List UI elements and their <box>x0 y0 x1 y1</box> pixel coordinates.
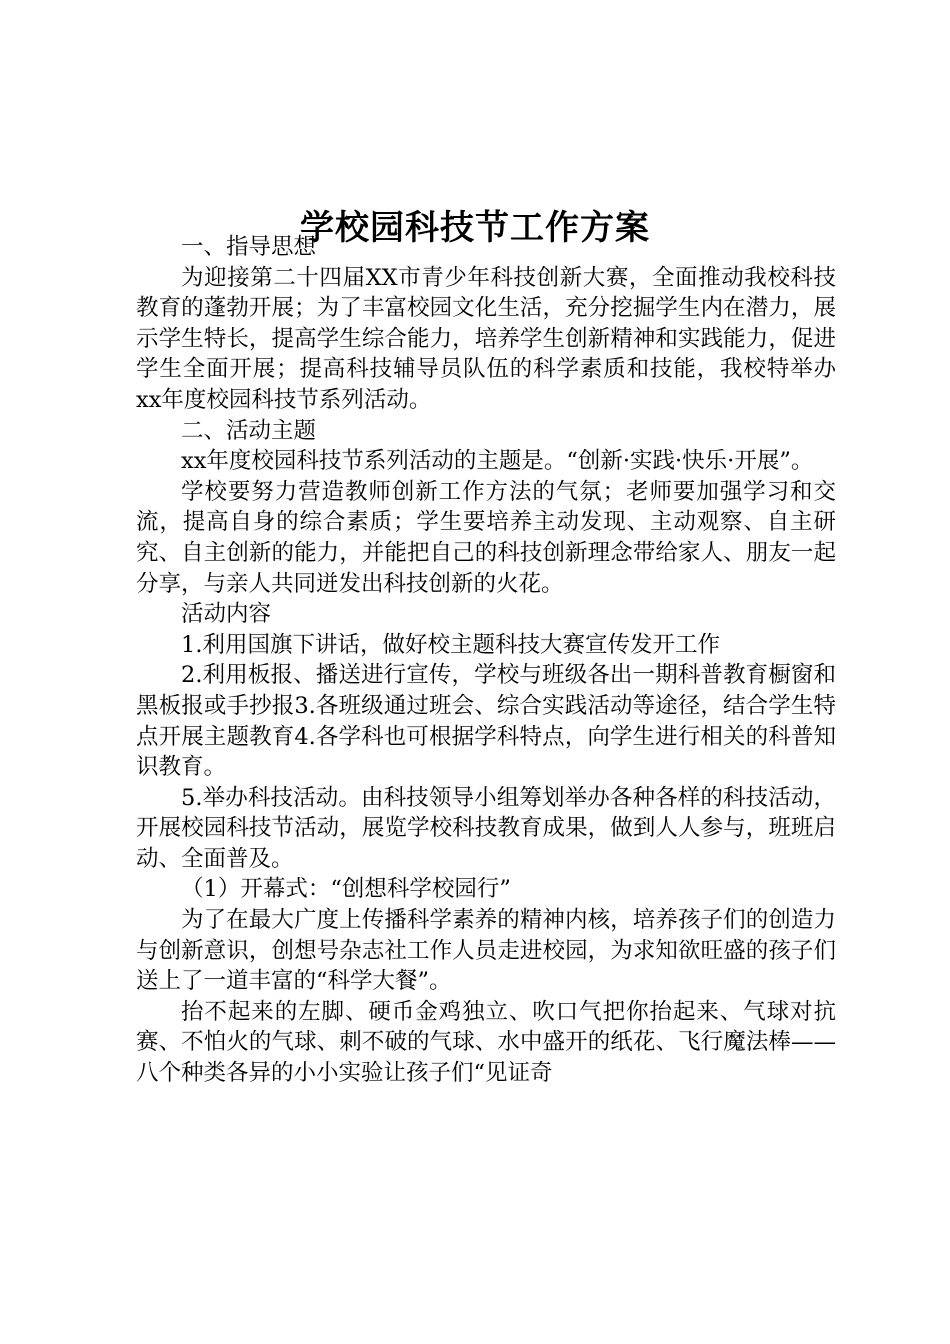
document-body <box>136 232 836 1089</box>
list-item: 5.举办科技活动。由科技领导小组筹划举办各种各样的科技活动，开展校园科技节活动，展览学校科技教育成果，做到人人参与，班班启动、全面普及。 <box>136 784 836 872</box>
list-item: 2.利用板报、播送进行宣传，学校与班级各出一期科普教育橱窗和黑板报或手抄报3.各班级通过班会、综合实践活动等途径，结合学生特点开展主题教育4.各学科也可根据学科特点，向学生进行相关的科普知识教育。 <box>136 662 836 781</box>
subsection-heading: （1）开幕式：“创想科学校园行” <box>181 876 511 903</box>
document-title: 学校园科技节工作方案 <box>300 207 650 248</box>
section-heading: 一、指导思想 <box>181 234 317 260</box>
section-heading: 活动内容 <box>181 601 272 628</box>
paragraph: 抬不起来的左脚、硬币金鸡独立、吹口气把你抬起来、气球对抗赛、不怕火的气球、刺不破的气球、水中盛开的纸花、飞行魔法棒——八个种类各异的小小实验让孩子们“见证奇 <box>136 998 836 1087</box>
paragraph: xx年度校园科技节系列活动的主题是。“创新·实践·快乐·开展”。 <box>181 448 814 475</box>
paragraph: 为了在最大广度上传播科学素养的精神内核，培养孩子们的创造力与创新意识，创想号杂志社工作人员走进校园，为求知欲旺盛的孩子们送上了一道丰富的“科学大餐”。 <box>136 907 836 995</box>
paragraph: 学校要努力营造教师创新工作方法的气氛；老师要加强学习和交流，提高自身的综合素质；学生要培养主动发现、主动观察、自主研究、自主创新的能力，并能把自己的科技创新理念带给家人、朋友一起分享，与亲人共同迸发出科技创新的火花。 <box>136 478 836 597</box>
section-heading: 二、活动主题 <box>181 417 317 444</box>
paragraph: 为迎接第二十四届XX市青少年科技创新大赛，全面推动我校科技教育的蓬勃开展；为了丰富校园文化生活，充分挖掘学生内在潜力，展示学生特长，提高学生综合能力，培养学生创新精神和实践能力，促进学生全面开展；提高科技辅导员队伍的科学素质和技能，我校特举办xx年度校园科技节系列活动。 <box>136 264 836 413</box>
list-item: 1.利用国旗下讲话，做好校主题科技大赛宣传发开工作 <box>181 631 720 658</box>
